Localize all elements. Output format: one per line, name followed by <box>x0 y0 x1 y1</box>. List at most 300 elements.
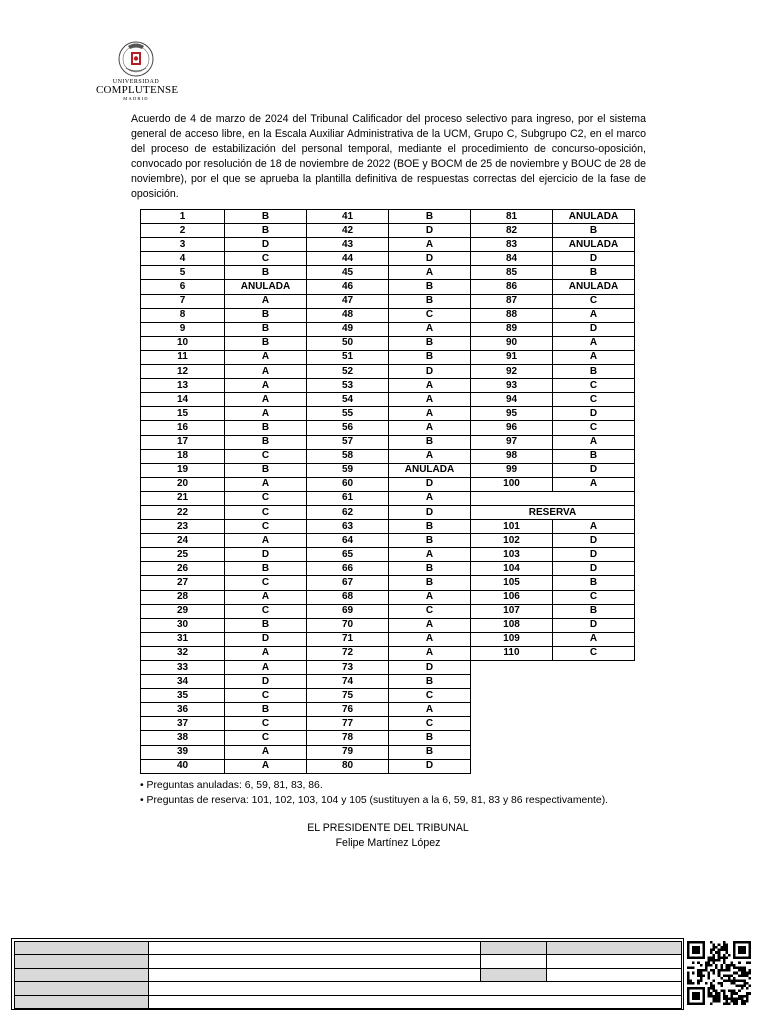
answer-cell: ANULADA <box>553 280 635 294</box>
question-number-cell: 67 <box>307 576 389 590</box>
answer-row <box>141 379 635 393</box>
question-number-cell: 51 <box>307 350 389 364</box>
answer-cell: A <box>225 646 307 660</box>
logo-complutense-word: COMPLUTENSE <box>96 84 179 96</box>
answer-row <box>141 435 635 449</box>
answer-cell: C <box>225 491 307 505</box>
question-number-cell: 59 <box>307 463 389 477</box>
question-number-cell: 84 <box>471 252 553 266</box>
answer-cell: D <box>389 365 471 379</box>
question-number-cell: 63 <box>307 520 389 534</box>
answer-cell: B <box>553 576 635 590</box>
answer-row <box>141 703 635 717</box>
university-logo <box>96 38 179 101</box>
question-number-cell: 71 <box>307 632 389 646</box>
question-number-cell: 83 <box>471 238 553 252</box>
answer-cell: A <box>389 449 471 463</box>
question-number-cell: 57 <box>307 435 389 449</box>
answer-cell: A <box>389 548 471 562</box>
empty-cell <box>553 661 635 675</box>
answer-row <box>141 308 635 322</box>
footer-label-cell <box>15 995 149 1008</box>
question-number-cell: 107 <box>471 604 553 618</box>
question-number-cell: 54 <box>307 393 389 407</box>
answer-cell: A <box>389 266 471 280</box>
answer-row <box>141 252 635 266</box>
answer-cell: ANULADA <box>553 210 635 224</box>
blank-cell <box>471 491 553 505</box>
answer-cell: C <box>225 520 307 534</box>
question-number-cell: 60 <box>307 477 389 491</box>
question-number-cell: 27 <box>141 576 225 590</box>
question-number-cell: 6 <box>141 280 225 294</box>
answer-cell: A <box>553 477 635 491</box>
question-number-cell: 32 <box>141 646 225 660</box>
answer-cell: A <box>225 350 307 364</box>
answer-row <box>141 505 635 519</box>
question-number-cell: 79 <box>307 745 389 759</box>
question-number-cell: 8 <box>141 308 225 322</box>
answer-cell: A <box>389 491 471 505</box>
question-number-cell: 76 <box>307 703 389 717</box>
question-number-cell: 103 <box>471 548 553 562</box>
question-number-cell: 66 <box>307 562 389 576</box>
question-number-cell: 18 <box>141 449 225 463</box>
footer-value-cell <box>149 955 481 968</box>
answer-cell: D <box>553 252 635 266</box>
answer-cell: A <box>389 632 471 646</box>
answer-cell: A <box>553 435 635 449</box>
answer-row <box>141 534 635 548</box>
answer-cell: B <box>225 703 307 717</box>
answer-cell: D <box>225 632 307 646</box>
answer-cell: C <box>225 689 307 703</box>
answer-row <box>141 646 635 660</box>
footer-value-cell <box>547 955 682 968</box>
question-number-cell: 2 <box>141 224 225 238</box>
empty-cell <box>553 745 635 759</box>
empty-cell <box>553 703 635 717</box>
question-number-cell: 43 <box>307 238 389 252</box>
empty-cell <box>553 717 635 731</box>
question-number-cell: 38 <box>141 731 225 745</box>
note-reserve: • Preguntas de reserva: 101, 102, 103, 104 y 105 (sustituyen a la 6, 59, 81, 83 y 86 respectivamente). <box>140 793 608 808</box>
answer-cell: D <box>553 548 635 562</box>
answer-cell: A <box>553 308 635 322</box>
question-number-cell: 41 <box>307 210 389 224</box>
answer-cell: A <box>225 661 307 675</box>
question-number-cell: 100 <box>471 477 553 491</box>
question-number-cell: 9 <box>141 322 225 336</box>
question-number-cell: 78 <box>307 731 389 745</box>
empty-cell <box>471 717 553 731</box>
question-number-cell: 93 <box>471 379 553 393</box>
question-number-cell: 69 <box>307 604 389 618</box>
answer-row <box>141 675 635 689</box>
question-number-cell: 24 <box>141 534 225 548</box>
question-number-cell: 40 <box>141 759 225 773</box>
answer-cell: C <box>553 294 635 308</box>
answer-row <box>141 520 635 534</box>
answer-cell: D <box>389 759 471 773</box>
answer-cell: D <box>553 534 635 548</box>
answer-cell: B <box>225 210 307 224</box>
question-number-cell: 12 <box>141 365 225 379</box>
footer-value-cell <box>149 942 481 955</box>
answer-row <box>141 350 635 364</box>
answer-cell: A <box>225 407 307 421</box>
empty-cell <box>471 675 553 689</box>
answer-cell: C <box>225 505 307 519</box>
answer-row <box>141 632 635 646</box>
question-number-cell: 97 <box>471 435 553 449</box>
question-number-cell: 34 <box>141 675 225 689</box>
answer-cell: A <box>553 632 635 646</box>
note-annulled: • Preguntas anuladas: 6, 59, 81, 83, 86. <box>140 778 608 793</box>
answer-cell: B <box>225 322 307 336</box>
answer-cell: D <box>389 224 471 238</box>
answer-cell: A <box>225 294 307 308</box>
answer-cell: A <box>389 618 471 632</box>
answer-cell: B <box>389 294 471 308</box>
answer-cell: A <box>553 520 635 534</box>
footer-value-cell <box>149 968 481 981</box>
question-number-cell: 17 <box>141 435 225 449</box>
question-number-cell: 89 <box>471 322 553 336</box>
answer-cell: B <box>225 562 307 576</box>
answer-row <box>141 365 635 379</box>
answer-row <box>141 393 635 407</box>
question-number-cell: 31 <box>141 632 225 646</box>
question-number-cell: 1 <box>141 210 225 224</box>
answer-cell: B <box>389 731 471 745</box>
answer-row <box>141 491 635 505</box>
answer-cell: B <box>225 308 307 322</box>
question-number-cell: 82 <box>471 224 553 238</box>
question-number-cell: 37 <box>141 717 225 731</box>
question-number-cell: 45 <box>307 266 389 280</box>
answer-cell: B <box>225 266 307 280</box>
question-number-cell: 65 <box>307 548 389 562</box>
signature-block <box>250 821 526 851</box>
empty-cell <box>553 675 635 689</box>
question-number-cell: 80 <box>307 759 389 773</box>
empty-cell <box>471 745 553 759</box>
answer-row <box>141 590 635 604</box>
question-number-cell: 36 <box>141 703 225 717</box>
answer-cell: C <box>389 717 471 731</box>
answer-row <box>141 210 635 224</box>
question-number-cell: 19 <box>141 463 225 477</box>
empty-cell <box>471 689 553 703</box>
empty-cell <box>553 759 635 773</box>
answers-table <box>140 209 635 774</box>
question-number-cell: 88 <box>471 308 553 322</box>
answer-row <box>141 280 635 294</box>
answer-cell: B <box>225 421 307 435</box>
answer-cell: A <box>389 238 471 252</box>
answer-cell: C <box>553 590 635 604</box>
answer-cell: A <box>553 350 635 364</box>
answer-cell: D <box>389 505 471 519</box>
answer-cell: A <box>225 379 307 393</box>
answer-cell: B <box>389 280 471 294</box>
answer-row <box>141 407 635 421</box>
question-number-cell: 101 <box>471 520 553 534</box>
answer-cell: A <box>225 745 307 759</box>
answer-cell: B <box>389 435 471 449</box>
answer-cell: A <box>225 534 307 548</box>
answer-cell: B <box>225 618 307 632</box>
answer-cell: C <box>225 576 307 590</box>
question-number-cell: 110 <box>471 646 553 660</box>
answer-cell: B <box>553 266 635 280</box>
answer-cell: A <box>225 477 307 491</box>
question-number-cell: 96 <box>471 421 553 435</box>
question-number-cell: 64 <box>307 534 389 548</box>
answer-cell: B <box>389 745 471 759</box>
answer-cell: B <box>225 435 307 449</box>
answer-row <box>141 449 635 463</box>
answer-cell: B <box>225 224 307 238</box>
answer-cell: D <box>553 463 635 477</box>
question-number-cell: 68 <box>307 590 389 604</box>
answer-cell: A <box>553 336 635 350</box>
signature-role: EL PRESIDENTE DEL TRIBUNAL <box>307 822 469 834</box>
question-number-cell: 55 <box>307 407 389 421</box>
question-number-cell: 52 <box>307 365 389 379</box>
footer-value-cell <box>547 968 682 981</box>
question-number-cell: 87 <box>471 294 553 308</box>
empty-cell <box>471 661 553 675</box>
answer-cell: B <box>225 463 307 477</box>
answer-cell: A <box>389 421 471 435</box>
question-number-cell: 23 <box>141 520 225 534</box>
footer-label-cell <box>15 982 149 995</box>
question-number-cell: 16 <box>141 421 225 435</box>
question-number-cell: 104 <box>471 562 553 576</box>
answer-cell: C <box>553 646 635 660</box>
answer-cell: B <box>225 336 307 350</box>
answer-row <box>141 618 635 632</box>
question-number-cell: 15 <box>141 407 225 421</box>
question-number-cell: 48 <box>307 308 389 322</box>
answer-cell: B <box>553 224 635 238</box>
answer-cell: C <box>553 421 635 435</box>
footer-label-cell <box>15 968 149 981</box>
answer-row <box>141 266 635 280</box>
notes-list <box>140 778 608 808</box>
question-number-cell: 26 <box>141 562 225 576</box>
question-number-cell: 5 <box>141 266 225 280</box>
empty-cell <box>553 731 635 745</box>
question-number-cell: 70 <box>307 618 389 632</box>
question-number-cell: 73 <box>307 661 389 675</box>
logo-madrid-word: MADRID <box>123 96 149 101</box>
question-number-cell: 61 <box>307 491 389 505</box>
signature-name: Felipe Martínez López <box>335 837 441 849</box>
question-number-cell: 77 <box>307 717 389 731</box>
answer-row <box>141 294 635 308</box>
answer-row <box>141 463 635 477</box>
answer-cell: B <box>553 365 635 379</box>
question-number-cell: 21 <box>141 491 225 505</box>
question-number-cell: 20 <box>141 477 225 491</box>
answer-cell: A <box>389 322 471 336</box>
answer-cell: B <box>553 449 635 463</box>
answer-row <box>141 322 635 336</box>
empty-cell <box>471 759 553 773</box>
question-number-cell: 42 <box>307 224 389 238</box>
answer-cell: ANULADA <box>389 463 471 477</box>
question-number-cell: 105 <box>471 576 553 590</box>
answer-cell: B <box>389 520 471 534</box>
answer-cell: D <box>225 238 307 252</box>
question-number-cell: 30 <box>141 618 225 632</box>
footer-value-cell <box>149 995 682 1008</box>
answer-cell: ANULADA <box>553 238 635 252</box>
answer-cell: B <box>389 576 471 590</box>
blank-cell <box>553 491 635 505</box>
answer-cell: B <box>389 534 471 548</box>
answer-row <box>141 717 635 731</box>
answer-cell: C <box>225 252 307 266</box>
answer-cell: C <box>225 604 307 618</box>
answer-row <box>141 224 635 238</box>
question-number-cell: 3 <box>141 238 225 252</box>
answer-cell: B <box>389 210 471 224</box>
answer-cell: D <box>553 618 635 632</box>
question-number-cell: 99 <box>471 463 553 477</box>
question-number-cell: 91 <box>471 350 553 364</box>
answer-cell: C <box>553 393 635 407</box>
answer-cell: A <box>389 590 471 604</box>
question-number-cell: 29 <box>141 604 225 618</box>
question-number-cell: 50 <box>307 336 389 350</box>
answer-cell: A <box>225 759 307 773</box>
answer-cell: ANULADA <box>225 280 307 294</box>
answer-row <box>141 336 635 350</box>
answer-cell: D <box>389 252 471 266</box>
answer-cell: A <box>225 590 307 604</box>
answer-row <box>141 562 635 576</box>
question-number-cell: 22 <box>141 505 225 519</box>
question-number-cell: 108 <box>471 618 553 632</box>
question-number-cell: 49 <box>307 322 389 336</box>
question-number-cell: 95 <box>471 407 553 421</box>
question-number-cell: 109 <box>471 632 553 646</box>
empty-cell <box>471 703 553 717</box>
question-number-cell: 47 <box>307 294 389 308</box>
answer-row <box>141 731 635 745</box>
answer-cell: A <box>389 646 471 660</box>
answer-row <box>141 745 635 759</box>
answer-cell: D <box>553 407 635 421</box>
question-number-cell: 33 <box>141 661 225 675</box>
resolution-text: Acuerdo de 4 de marzo de 2024 del Tribunal Calificador del proceso selectivo para ingreso, por el sistema general de acceso libre, en la Escala Auxiliar Administrativa de la UCM, Grupo C, Subgrupo C2, en el marco del proceso de estabilización del personal temporal, mediante el procedimiento de concurso-oposición, convocado por resolución de 18 de noviembre de 2022 (BOE y BOCM de 25 de noviembre y BOUC de 28 de noviembre), por el que se aprueba la plantilla definitiva de respuestas correctas del ejercicio de la fase de oposición. <box>131 113 646 200</box>
footer-label-cell <box>547 942 682 955</box>
answer-cell: A <box>389 379 471 393</box>
question-number-cell: 106 <box>471 590 553 604</box>
answer-cell: D <box>389 661 471 675</box>
footer-verification-table <box>14 941 682 1009</box>
answer-cell: A <box>225 393 307 407</box>
answer-cell: B <box>389 336 471 350</box>
answer-cell: D <box>389 477 471 491</box>
empty-cell <box>471 731 553 745</box>
answer-cell: A <box>389 703 471 717</box>
question-number-cell: 46 <box>307 280 389 294</box>
answer-cell: B <box>389 562 471 576</box>
university-seal-icon <box>116 38 156 78</box>
question-number-cell: 86 <box>471 280 553 294</box>
question-number-cell: 94 <box>471 393 553 407</box>
question-number-cell: 58 <box>307 449 389 463</box>
answer-cell: B <box>389 350 471 364</box>
answers-table-body <box>141 210 635 774</box>
question-number-cell: 90 <box>471 336 553 350</box>
question-number-cell: 102 <box>471 534 553 548</box>
answer-cell: D <box>553 562 635 576</box>
answer-cell: C <box>225 717 307 731</box>
answer-row <box>141 477 635 491</box>
answer-row <box>141 238 635 252</box>
answer-cell: A <box>225 365 307 379</box>
question-number-cell: 13 <box>141 379 225 393</box>
answer-row <box>141 576 635 590</box>
question-number-cell: 44 <box>307 252 389 266</box>
footer-label-cell <box>15 955 149 968</box>
logo-university-word: UNIVERSIDAD <box>112 79 160 85</box>
question-number-cell: 85 <box>471 266 553 280</box>
question-number-cell: 81 <box>471 210 553 224</box>
answer-cell: C <box>389 308 471 322</box>
answer-cell: A <box>389 407 471 421</box>
reserve-header: RESERVA <box>471 505 635 519</box>
question-number-cell: 56 <box>307 421 389 435</box>
question-number-cell: 25 <box>141 548 225 562</box>
question-number-cell: 72 <box>307 646 389 660</box>
question-number-cell: 92 <box>471 365 553 379</box>
answer-cell: B <box>553 604 635 618</box>
empty-cell <box>553 689 635 703</box>
footer-value-cell <box>481 955 547 968</box>
qr-code-icon <box>687 941 751 1005</box>
answer-row <box>141 759 635 773</box>
footer-value-cell <box>149 982 682 995</box>
answer-cell: D <box>225 675 307 689</box>
question-number-cell: 74 <box>307 675 389 689</box>
answer-cell: B <box>389 675 471 689</box>
answer-cell: D <box>225 548 307 562</box>
question-number-cell: 98 <box>471 449 553 463</box>
question-number-cell: 4 <box>141 252 225 266</box>
answer-row <box>141 604 635 618</box>
answer-cell: C <box>553 379 635 393</box>
answer-cell: C <box>225 449 307 463</box>
question-number-cell: 7 <box>141 294 225 308</box>
question-number-cell: 14 <box>141 393 225 407</box>
answer-cell: C <box>389 604 471 618</box>
question-number-cell: 10 <box>141 336 225 350</box>
footer-label-cell <box>481 968 547 981</box>
answer-cell: A <box>389 393 471 407</box>
question-number-cell: 28 <box>141 590 225 604</box>
answer-cell: C <box>389 689 471 703</box>
question-number-cell: 39 <box>141 745 225 759</box>
answer-cell: D <box>553 322 635 336</box>
answer-row <box>141 548 635 562</box>
